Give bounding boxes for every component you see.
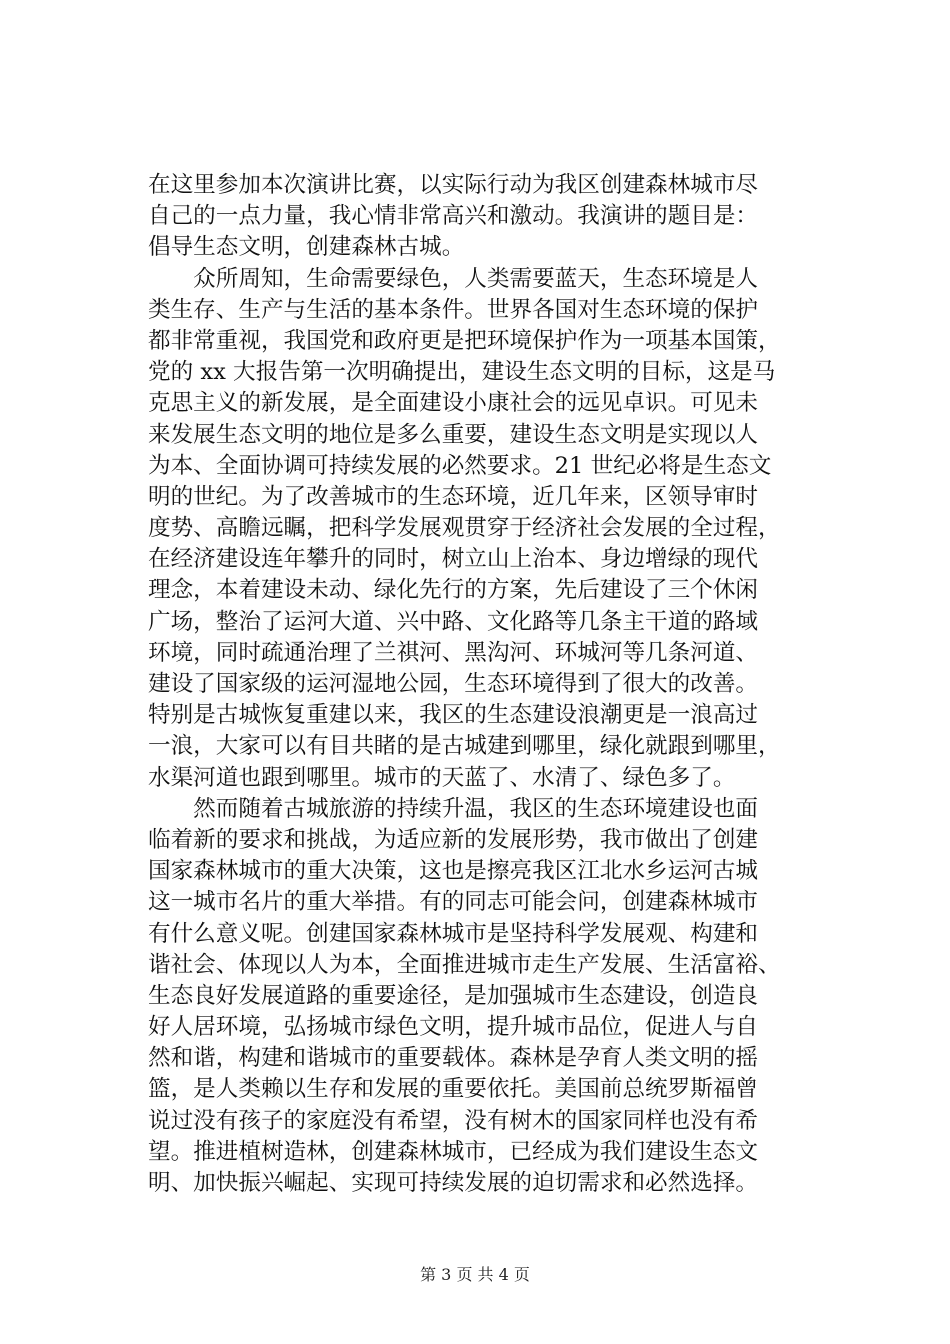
text-line: 来发展生态文明的地位是多么重要，建设生态文明是实现以人	[148, 421, 759, 448]
text-line: 特别是古城恢复重建以来，我区的生态建设浪潮更是一浪高过	[148, 702, 759, 729]
text-line: 建设了国家级的运河湿地公园，生态环境得到了很大的改善。	[148, 671, 759, 697]
text-line: 生态良好发展道路的重要途径，是加强城市生态建设，创造良	[148, 982, 759, 1009]
text-line: 这一城市名片的重大举措。有的同志可能会问，创建森林城市	[148, 889, 759, 916]
text-line: 度势、高瞻远瞩，把科学发展观贯穿于经济社会发展的全过程，	[148, 515, 781, 542]
text-line: 一浪，大家可以有目共睹的是古城建到哪里，绿化就跟到哪里，	[148, 733, 781, 760]
text-line: 然和谐，构建和谐城市的重要载体。森林是孕育人类文明的摇	[148, 1045, 759, 1072]
text-line: 好人居环境，弘扬城市绿色文明，提升城市品位，促进人与自	[148, 1014, 759, 1041]
text-line: 克思主义的新发展，是全面建设小康社会的远见卓识。可见未	[148, 390, 759, 417]
text-line: 说过没有孩子的家庭没有希望，没有树木的国家同样也没有希	[148, 1107, 759, 1134]
text-line: 环境，同时疏通治理了兰祺河、黑沟河、环城河等几条河道、	[148, 639, 759, 666]
text-line: 都非常重视，我国党和政府更是把环境保护作为一项基本国策，	[148, 327, 781, 354]
text-line: 国家森林城市的重大决策，这也是擦亮我区江北水乡运河古城	[148, 858, 759, 885]
text-line: 然而随着古城旅游的持续升温，我区的生态环境建设也面	[148, 795, 759, 822]
text-line: 明的世纪。为了改善城市的生态环境，近几年来，区领导审时	[148, 483, 759, 510]
text-line: 理念，本着建设未动、绿化先行的方案，先后建设了三个休闲	[148, 577, 759, 604]
text-line: 谐社会、体现以人为本，全面推进城市走生产发展、生活富裕、	[148, 951, 781, 978]
text-line: 望。推进植树造林，创建森林城市，已经成为我们建设生态文	[148, 1138, 759, 1165]
text-line: 自己的一点力量，我心情非常高兴和激动。我演讲的题目是：	[148, 203, 759, 230]
text-line: 有什么意义呢。创建国家森林城市是坚持科学发展观、构建和	[148, 920, 759, 947]
text-line: 党的 xx 大报告第一次明确提出，建设生态文明的目标，这是马	[148, 359, 776, 386]
text-line: 临着新的要求和挑战，为适应新的发展形势，我市做出了创建	[148, 826, 759, 853]
text-line: 在经济建设连年攀升的同时，树立山上治本、身边增绿的现代	[148, 546, 759, 573]
text-line: 倡导生态文明，创建森林古城。	[148, 234, 465, 261]
text-line: 水渠河道也跟到哪里。城市的天蓝了、水清了、绿色多了。	[148, 764, 736, 791]
text-line: 明、加快振兴崛起、实现可持续发展的迫切需求和必然选择。	[148, 1170, 759, 1196]
text-line: 为本、全面协调可持续发展的必然要求。21 世纪必将是生态文	[148, 452, 772, 479]
body-text	[148, 170, 828, 1199]
text-line: 类生存、生产与生活的基本条件。世界各国对生态环境的保护	[148, 296, 759, 323]
text-line: 众所周知，生命需要绿色，人类需要蓝天，生态环境是人	[148, 265, 759, 292]
page-footer: 第 3 页 共 4 页	[420, 1265, 530, 1284]
text-line: 广场，整治了运河大道、兴中路、文化路等几条主干道的路域	[148, 608, 759, 635]
text-line: 在这里参加本次演讲比赛，以实际行动为我区创建森林城市尽	[148, 172, 759, 198]
text-line: 篮，是人类赖以生存和发展的重要依托。美国前总统罗斯福曾	[148, 1076, 759, 1103]
